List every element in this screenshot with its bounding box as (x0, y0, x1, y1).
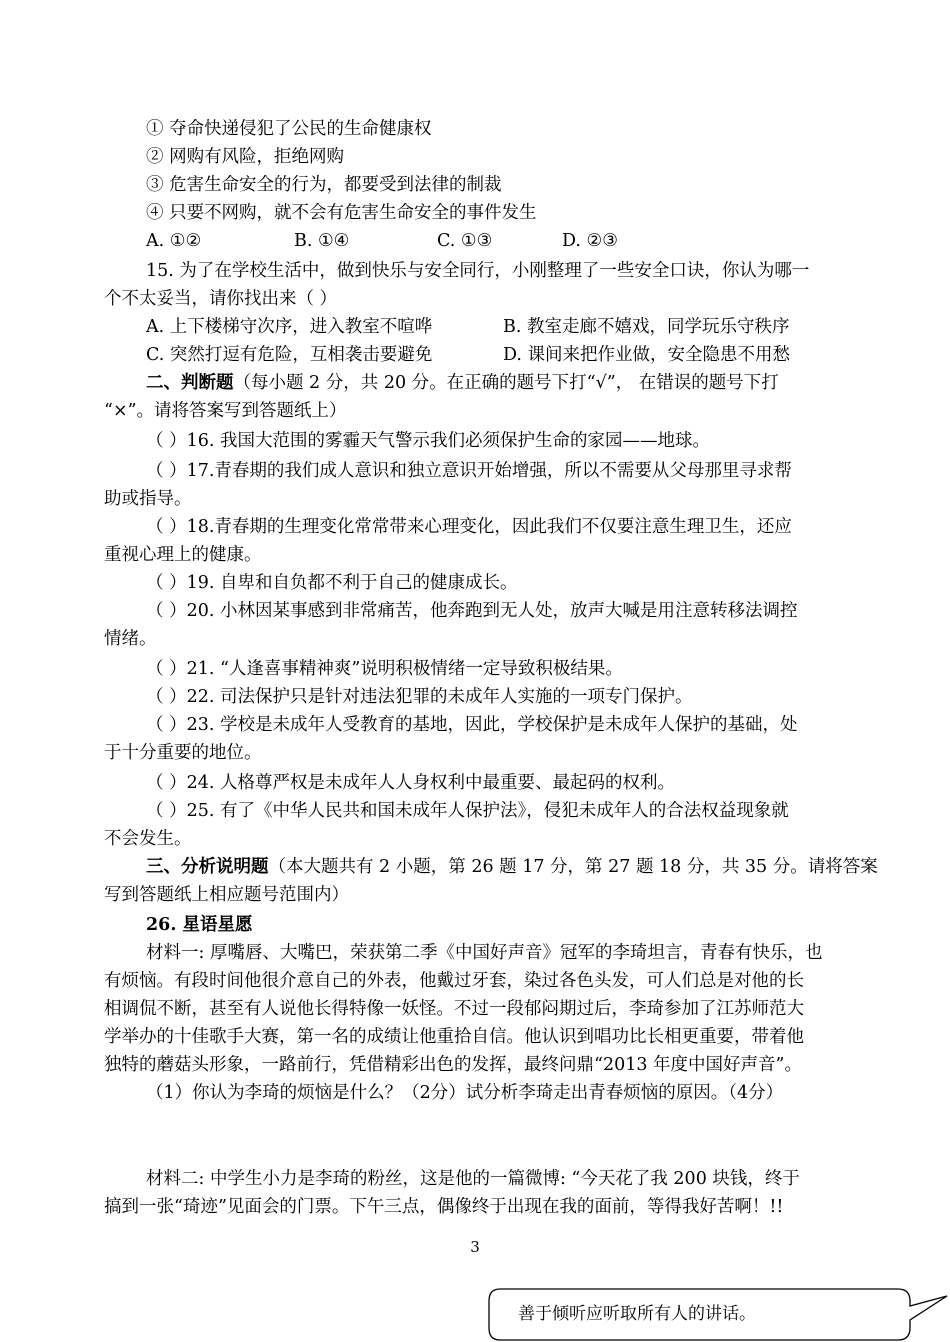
section2-header (146, 371, 779, 395)
q14-choice-b: B. ①④ (294, 231, 350, 251)
section3-desc-line2: 写到答题纸上相应题号范围内） (104, 885, 349, 905)
section2-heading: 二、判断题 (146, 373, 234, 393)
material1-line5: 独特的蘑菇头形象，一路前行，凭借精彩出色的发挥，最终问鼎“2013 年度中国好声音”。 (104, 1055, 802, 1075)
judgment-18: （ ）18.青春期的生理变化常常带来心理变化，因此我们不仅要注意生理卫生，还应 (146, 517, 792, 537)
judgment-19: （ ）19. 自卑和自负都不利于自己的健康成长。 (146, 573, 518, 593)
q14-option-2: ② 网购有风险，拒绝网购 (146, 147, 345, 167)
judgment-25: （ ）25. 有了《中华人民共和国未成年人保护法》，侵犯未成年人的合法权益现象就 (146, 801, 789, 821)
judgment-20-cont: 情绪。 (104, 629, 157, 649)
judgment-20: （ ）20. 小林因某事感到非常痛苦，他奔跑到无人处，放声大喊是用注意转移法调控 (146, 601, 798, 621)
q14-option-3: ③ 危害生命安全的行为，都要受到法律的制裁 (146, 175, 502, 195)
section2-desc-line2: “×”。请将答案写到答题纸上） (104, 401, 347, 421)
q14-choice-a: A. ①② (146, 231, 202, 251)
judgment-22: （ ）22. 司法保护只是针对违法犯罪的未成年人实施的一项专门保护。 (146, 687, 693, 707)
q14-option-4: ④ 只要不网购，就不会有危害生命安全的事件发生 (146, 203, 537, 223)
callout-text: 善于倾听应听取所有人的讲话。 (518, 1304, 756, 1324)
q15-choice-d: D. 课间来把作业做，安全隐患不用愁 (503, 345, 791, 365)
q26-sub1: （1）你认为李琦的烦恼是什么？（2分）试分析李琦走出青春烦恼的原因。（4分） (146, 1083, 784, 1103)
q15-stem-line1: 15. 为了在学校生活中，做到快乐与安全同行，小刚整理了一些安全口诀，你认为哪一 (146, 261, 810, 281)
section3-header (146, 855, 878, 879)
judgment-21: （ ）21. “人逢喜事精神爽”说明积极情绪一定导致积极结果。 (146, 659, 623, 679)
q14-choices (146, 229, 618, 253)
judgment-23-cont: 于十分重要的地位。 (104, 743, 262, 763)
section3-heading: 三、分析说明题 (146, 857, 269, 877)
page-number: 3 (470, 1238, 480, 1256)
q15-choice-c: C. 突然打逗有危险，互相袭击要避免 (146, 345, 433, 365)
q14-choice-c: C. ①③ (437, 231, 493, 251)
material2-line1: 材料二: 中学生小力是李琦的粉丝，这是他的一篇微博: “今天花了我 200 块钱，终于 (146, 1169, 800, 1189)
section3-desc: （本大题共有 2 小题，第 26 题 17 分，第 27 题 18 分，共 35 分。请将答案 (268, 857, 878, 877)
judgment-17-cont: 助或指导。 (104, 489, 192, 509)
judgment-17: （ ）17.青春期的我们成人意识和独立意识开始增强，所以不需要从父母那里寻求帮 (146, 461, 792, 481)
judgment-23: （ ）23. 学校是未成年人受教育的基地，因此，学校保护是未成年人保护的基础，处 (146, 715, 798, 735)
material1-line3: 相调侃不断，甚至有人说他长得特像一妖怪。不过一段郁闷期过后，李琦参加了江苏师范大 (104, 999, 804, 1019)
q15-stem-line2: 个不太妥当，请你找出来（ ） (104, 289, 338, 309)
material2-line2: 搞到一张“琦迹”见面会的门票。下午三点，偶像终于出现在我的面前，等得我好苦啊！!! (104, 1197, 784, 1217)
section2-desc: （每小题 2 分，共 20 分。在正确的题号下打“√”， 在错误的题号下打 (233, 373, 779, 393)
q15-choice-a: A. 上下楼梯守次序，进入教室不喧哗 (146, 317, 433, 337)
judgment-24: （ ）24. 人格尊严权是未成年人人身权利中最重要、最起码的权利。 (146, 773, 675, 793)
material1-line4: 学举办的十佳歌手大赛，第一名的成绩让他重拾自信。他认识到唱功比长相更重要，带着他 (104, 1027, 804, 1047)
q15-choice-b: B. 教室走廊不嬉戏，同学玩乐守秩序 (503, 317, 790, 337)
q14-option-1: ① 夺命快递侵犯了公民的生命健康权 (146, 119, 432, 139)
material1-line1: 材料一: 厚嘴唇、大嘴巴，荣获第二季《中国好声音》冠军的李琦坦言，青春有快乐，也 (146, 943, 823, 963)
judgment-16: （ ）16. 我国大范围的雾霾天气警示我们必须保护生命的家园——地球。 (146, 431, 710, 451)
material1-line2: 有烦恼。有段时间他很介意自己的外表，他戴过牙套，染过各色头发，可人们总是对他的长 (104, 971, 804, 991)
q26-title: 26. 星语星愿 (146, 915, 253, 935)
q14-choice-d: D. ②③ (562, 231, 618, 251)
judgment-18-cont: 重视心理上的健康。 (104, 545, 262, 565)
judgment-25-cont: 不会发生。 (104, 829, 192, 849)
